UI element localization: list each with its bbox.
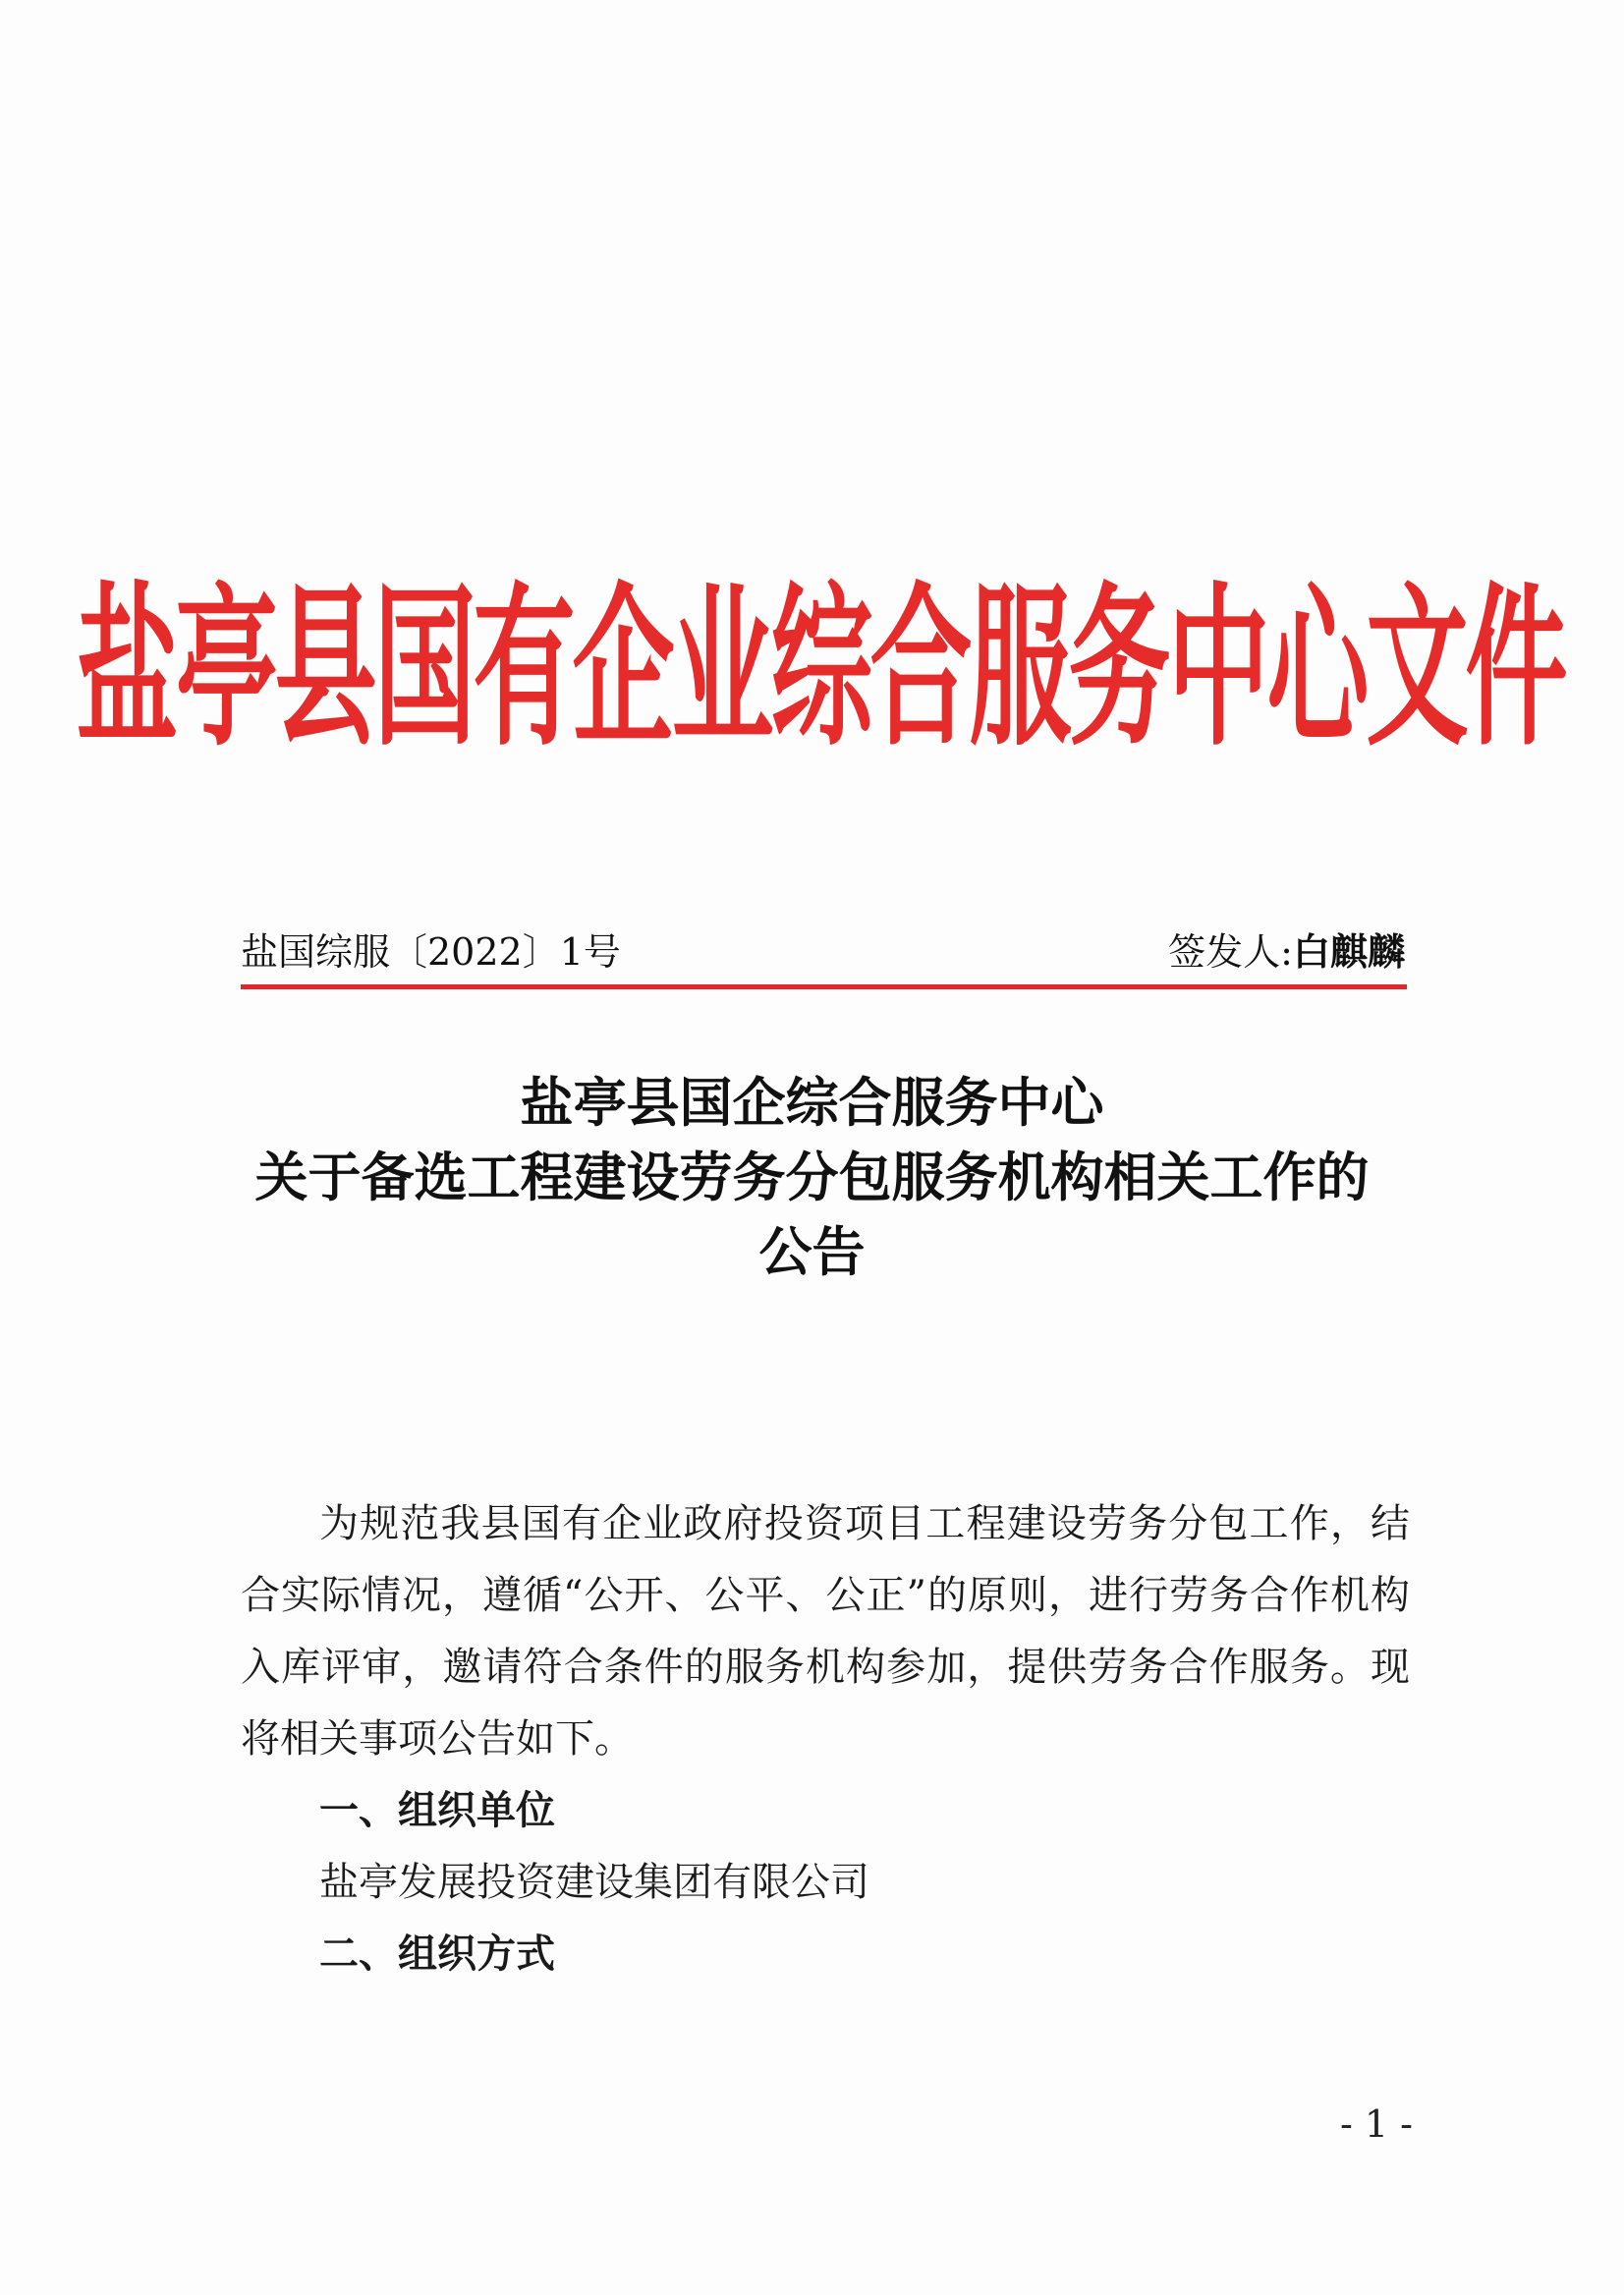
doc-number: 盐国综服〔2022〕1号 <box>241 929 621 974</box>
doc-meta-row <box>241 924 1405 973</box>
section-heading-1: 一、组织单位 <box>319 1788 555 1833</box>
intro-paragraph: 为规范我县国有企业政府投资项目工程建设劳务分包工作，结合实际情况，遵循“公开、公平、公正”的原则，进行劳务合作机构入库评审，邀请符合条件的服务机构参加，提供劳务合作服务。现将相关事项公告如下。 <box>241 1501 1410 1762</box>
org-red-header: 盐亭县国有企业综合服务中心文件 <box>76 566 1565 770</box>
red-divider <box>241 984 1407 989</box>
section-content-1: 盐亭发展投资建设集团有限公司 <box>319 1860 869 1905</box>
signer-name: 白麒麟 <box>1292 929 1405 974</box>
body-text <box>241 1488 1410 1990</box>
notice-title <box>196 1066 1428 1290</box>
section-heading-2: 二、组织方式 <box>319 1931 555 1977</box>
notice-title-line-3: 公告 <box>758 1221 866 1283</box>
notice-title-line-2: 关于备选工程建设劳务分包服务机构相关工作的 <box>254 1147 1370 1208</box>
notice-title-line-1: 盐亭县国企综合服务中心 <box>520 1072 1104 1134</box>
page-number: - 1 - <box>1339 2102 1413 2146</box>
signer <box>1168 922 1405 976</box>
signer-label: 签发人: <box>1168 929 1293 974</box>
